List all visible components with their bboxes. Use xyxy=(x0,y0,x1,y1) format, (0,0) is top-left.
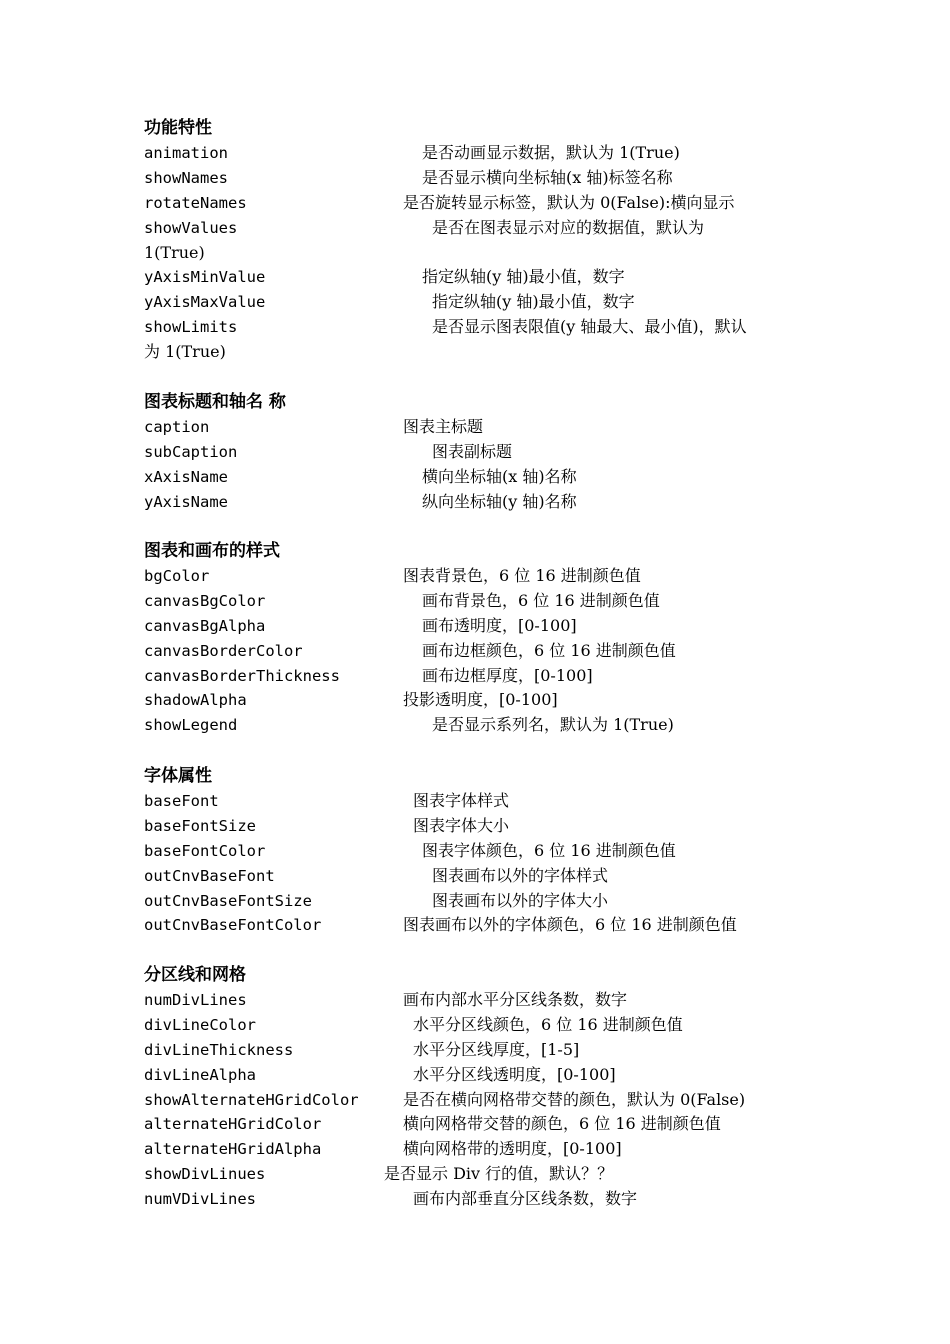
property-name: canvasBgColor xyxy=(144,591,266,610)
property-description: 图表画布以外的字体颜色，6 位 16 进制颜色值 xyxy=(403,915,737,935)
property-description: 图表字体大小 xyxy=(413,815,510,835)
property-description: 图表背景色，6 位 16 进制颜色值 xyxy=(403,565,641,585)
property-description-continued: 为 1(True) xyxy=(144,342,226,362)
property-row xyxy=(0,1015,950,1035)
property-row xyxy=(0,841,950,861)
property-description: 水平分区线厚度，[1-5] xyxy=(413,1039,580,1059)
property-description: 图表画布以外的字体样式 xyxy=(432,865,609,885)
property-description: 是否动画显示数据，默认为 1(True) xyxy=(422,142,680,162)
property-name: divLineAlpha xyxy=(144,1065,256,1084)
property-description: 是否在横向网格带交替的颜色，默认为 0(False) xyxy=(403,1089,746,1109)
property-row xyxy=(0,816,950,836)
property-row xyxy=(0,168,950,188)
property-name: canvasBorderColor xyxy=(144,641,303,660)
property-name: numDivLines xyxy=(144,990,247,1009)
property-row xyxy=(0,442,950,462)
property-description: 水平分区线颜色，6 位 16 进制颜色值 xyxy=(413,1014,683,1034)
property-row xyxy=(0,591,950,611)
property-row xyxy=(0,990,950,1010)
property-description-continued: 1(True) xyxy=(144,242,205,262)
property-name: showLegend xyxy=(144,716,238,735)
property-description: 画布边框厚度，[0-100] xyxy=(422,665,593,685)
section-heading: 分区线和网格 xyxy=(144,965,246,985)
property-row xyxy=(0,218,950,238)
property-row xyxy=(0,791,950,811)
property-description: 图表字体颜色，6 位 16 进制颜色值 xyxy=(422,840,676,860)
property-description: 画布透明度，[0-100] xyxy=(422,615,577,635)
property-description: 图表字体样式 xyxy=(413,790,510,810)
property-row xyxy=(0,417,950,437)
property-row xyxy=(0,1189,950,1209)
property-row xyxy=(0,915,950,935)
property-description: 是否显示图表限值(y 轴最大、最小值)，默认 xyxy=(432,317,747,337)
property-name: alternateHGridAlpha xyxy=(144,1140,322,1159)
property-name: showAlternateHGridColor xyxy=(144,1090,359,1109)
property-row xyxy=(0,143,950,163)
section-heading: 图表标题和轴名 称 xyxy=(144,392,286,412)
property-row xyxy=(0,566,950,586)
property-name: divLineThickness xyxy=(144,1040,294,1059)
property-description: 画布边框颜色，6 位 16 进制颜色值 xyxy=(422,640,676,660)
section-heading: 字体属性 xyxy=(144,766,212,786)
property-name: divLineColor xyxy=(144,1015,256,1034)
property-description: 是否旋转显示标签，默认为 0(False):横向显示 xyxy=(403,192,735,212)
property-row xyxy=(0,1090,950,1110)
property-description: 画布内部垂直分区线条数，数字 xyxy=(413,1189,638,1209)
property-row xyxy=(0,193,950,213)
property-description: 图表画布以外的字体大小 xyxy=(432,890,609,910)
property-description: 是否显示系列名，默认为 1(True) xyxy=(432,715,674,735)
property-row xyxy=(0,641,950,661)
property-row xyxy=(0,1164,950,1184)
property-name: yAxisMaxValue xyxy=(144,293,266,312)
property-row xyxy=(0,1114,950,1134)
property-description: 水平分区线透明度，[0-100] xyxy=(413,1064,616,1084)
property-row xyxy=(0,317,950,337)
property-row xyxy=(0,467,950,487)
property-description: 画布内部水平分区线条数，数字 xyxy=(403,989,628,1009)
property-row xyxy=(0,666,950,686)
property-name: showValues xyxy=(144,218,238,237)
property-description: 画布背景色，6 位 16 进制颜色值 xyxy=(422,590,660,610)
property-name: outCnvBaseFont xyxy=(144,866,275,885)
property-name: showDivLinues xyxy=(144,1165,266,1184)
property-name: canvasBgAlpha xyxy=(144,616,266,635)
property-name: bgColor xyxy=(144,566,210,585)
property-name: canvasBorderThickness xyxy=(144,666,340,685)
property-name: baseFontSize xyxy=(144,816,256,835)
property-description: 指定纵轴(y 轴)最小值，数字 xyxy=(432,292,635,312)
property-description: 是否显示横向坐标轴(x 轴)标签名称 xyxy=(422,167,673,187)
property-row xyxy=(0,891,950,911)
property-description: 图表副标题 xyxy=(432,441,513,461)
property-row xyxy=(0,292,950,312)
property-description: 横向坐标轴(x 轴)名称 xyxy=(422,466,577,486)
property-name: xAxisName xyxy=(144,467,228,486)
property-name: numVDivLines xyxy=(144,1190,256,1209)
property-name: outCnvBaseFontColor xyxy=(144,916,322,935)
property-name: caption xyxy=(144,417,210,436)
property-name: yAxisName xyxy=(144,492,228,511)
property-name: yAxisMinValue xyxy=(144,268,266,287)
property-row xyxy=(0,1065,950,1085)
property-name: showNames xyxy=(144,168,228,187)
property-name: baseFontColor xyxy=(144,841,266,860)
property-name: showLimits xyxy=(144,318,238,337)
property-name: outCnvBaseFontSize xyxy=(144,891,312,910)
property-name: animation xyxy=(144,143,228,162)
property-row xyxy=(0,267,950,287)
property-row xyxy=(0,616,950,636)
section-heading: 图表和画布的样式 xyxy=(144,541,280,561)
section-heading: 功能特性 xyxy=(144,118,212,138)
property-description: 纵向坐标轴(y 轴)名称 xyxy=(422,491,577,511)
property-row xyxy=(0,690,950,710)
property-description: 指定纵轴(y 轴)最小值，数字 xyxy=(422,267,625,287)
property-description: 横向网格带交替的颜色，6 位 16 进制颜色值 xyxy=(403,1114,721,1134)
property-name: subCaption xyxy=(144,442,238,461)
property-name: alternateHGridColor xyxy=(144,1115,322,1134)
property-row xyxy=(0,866,950,886)
property-row xyxy=(0,1040,950,1060)
property-name: shadowAlpha xyxy=(144,691,247,710)
property-description: 图表主标题 xyxy=(403,416,484,436)
property-name: baseFont xyxy=(144,791,219,810)
property-row xyxy=(0,492,950,512)
property-description: 是否在图表显示对应的数据值，默认为 xyxy=(432,217,705,237)
property-description: 横向网格带的透明度，[0-100] xyxy=(403,1139,622,1159)
property-description: 是否显示 Div 行的值，默认？？ xyxy=(384,1164,614,1184)
property-row xyxy=(0,715,950,735)
property-description: 投影透明度，[0-100] xyxy=(403,690,558,710)
property-row xyxy=(0,1139,950,1159)
property-name: rotateNames xyxy=(144,193,247,212)
